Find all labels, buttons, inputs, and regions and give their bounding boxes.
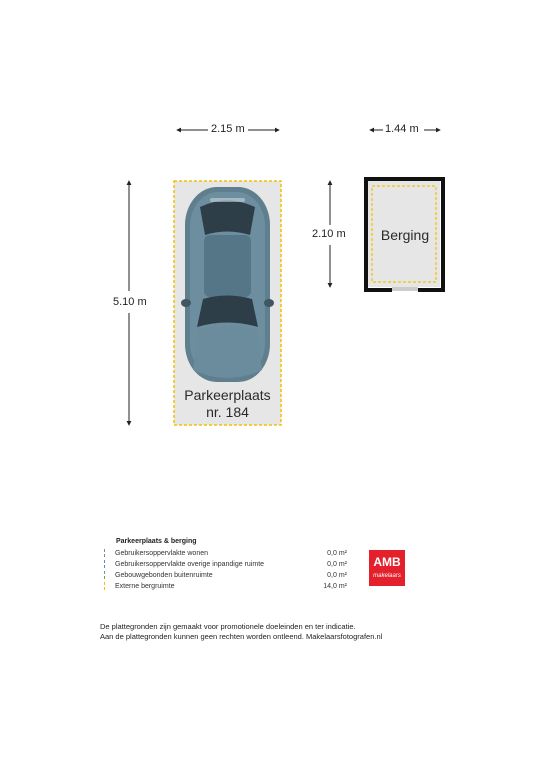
legend-row-value: 0,0 m² xyxy=(327,561,347,568)
disclaimer-line1: De plattegronden zijn gemaakt voor promotionele doeleinden en ter indicatie. xyxy=(100,622,356,631)
legend-row-value: 14,0 m² xyxy=(323,583,347,590)
legend-title: Parkeerplaats & berging xyxy=(116,538,197,545)
legend-swatch xyxy=(104,549,106,557)
legend-row-label: Gebruikersoppervlakte wonen xyxy=(115,550,208,557)
legend-row-label: Externe bergruimte xyxy=(115,583,175,590)
storage-width-label: 1.44 m xyxy=(385,123,419,135)
parking-label-line1: Parkeerplaats xyxy=(184,387,271,403)
legend-row-value: 0,0 m² xyxy=(327,550,347,557)
disclaimer xyxy=(100,622,460,642)
parking-depth-label: 5.10 m xyxy=(113,296,147,308)
legend-row-value: 0,0 m² xyxy=(327,572,347,579)
legend-row xyxy=(104,570,347,581)
legend-swatch xyxy=(104,582,106,590)
legend-row-label: Gebouwgebonden buitenruimte xyxy=(115,572,213,579)
parking-label xyxy=(174,387,281,421)
legend-row xyxy=(104,581,347,592)
legend-row-label: Gebruikersoppervlakte overige inpandige ruimte xyxy=(115,561,265,568)
storage-depth-label: 2.10 m xyxy=(312,228,346,240)
car-icon xyxy=(181,187,274,382)
logo-subtitle: makelaars xyxy=(373,573,401,579)
legend-swatch xyxy=(104,571,106,579)
amb-logo xyxy=(369,550,405,586)
parking-width-label: 2.15 m xyxy=(211,123,245,135)
storage-label: Berging xyxy=(380,227,430,243)
parking-label-line2: nr. 184 xyxy=(206,404,249,420)
legend-row xyxy=(104,548,347,559)
area-legend xyxy=(104,538,347,592)
logo-name: AMB xyxy=(373,555,401,569)
disclaimer-line2: Aan de plattegronden kunnen geen rechten worden ontleend. Makelaarsfotografen.nl xyxy=(100,632,383,641)
legend-swatch xyxy=(104,560,106,568)
legend-row xyxy=(104,559,347,570)
